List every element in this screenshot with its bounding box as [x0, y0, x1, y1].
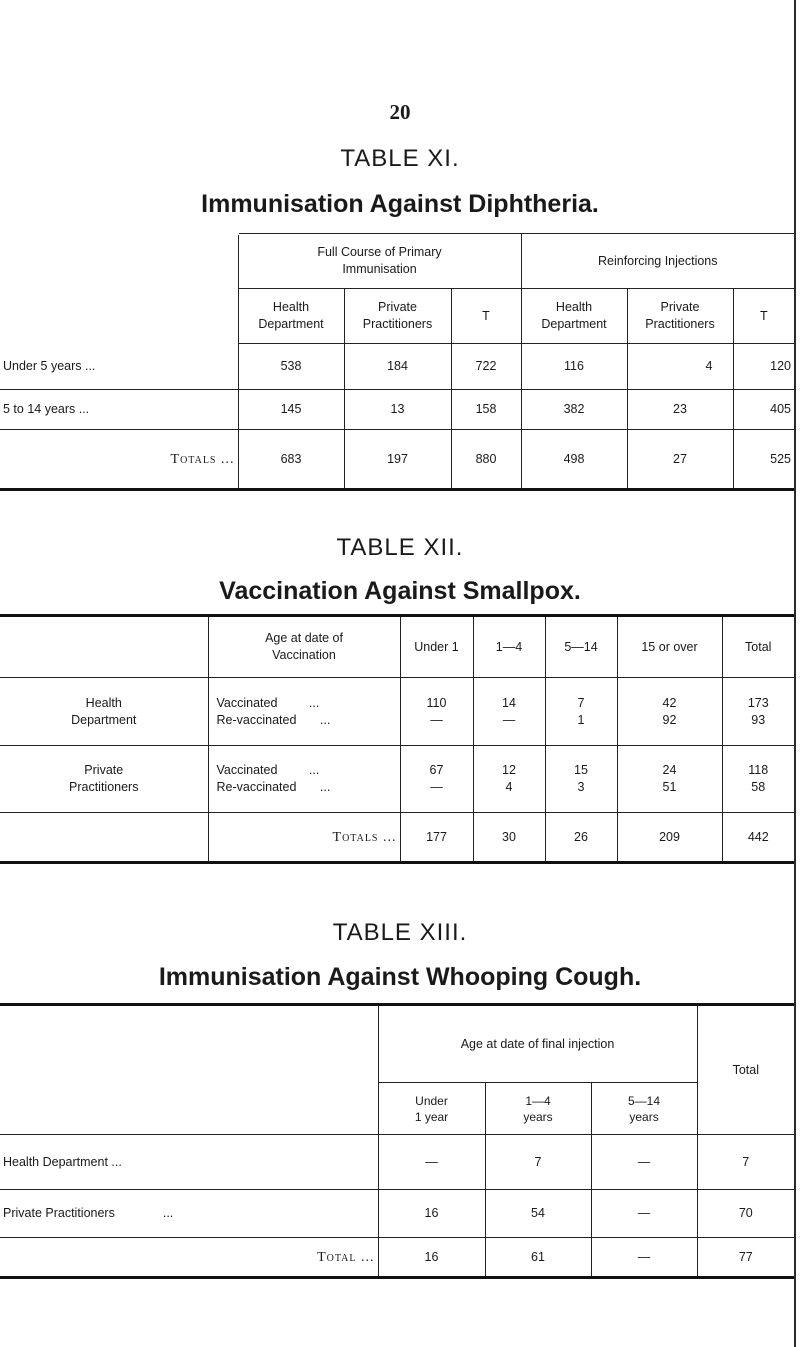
- cell: 3: [577, 780, 585, 794]
- col-header: [591, 1083, 697, 1135]
- col-header: Health Department: [521, 289, 627, 344]
- row-label-text: Re-vaccinated: [216, 712, 297, 727]
- group-label: Health Department: [71, 695, 137, 727]
- cell: 880: [451, 430, 521, 490]
- cell: 4: [627, 344, 733, 390]
- corner-cell: [0, 1005, 378, 1083]
- row-label-text: Private Practitioners: [3, 1206, 115, 1220]
- row-label: 5 to 14 years ...: [0, 390, 238, 430]
- table-row: [0, 746, 794, 813]
- table-row: [0, 1135, 794, 1190]
- cell-pair: [473, 678, 545, 746]
- cell: 116: [521, 344, 627, 390]
- row-label-text: Re-vaccinated: [216, 780, 297, 794]
- row-label: Re-vaccinated ...: [216, 780, 331, 794]
- cell: 7: [697, 1135, 794, 1190]
- cell: 24: [662, 763, 677, 777]
- cell: 722: [451, 344, 521, 390]
- table-xi-title: TABLE XI.: [340, 145, 460, 172]
- table-row-totals: [0, 1238, 794, 1278]
- cell: 7: [577, 695, 585, 710]
- cell: 51: [662, 780, 677, 794]
- cell-pair: [617, 678, 722, 746]
- cell: 173: [747, 695, 769, 710]
- col-header: [208, 616, 400, 678]
- cell: 442: [722, 813, 794, 863]
- table-xiii-subtitle: Immunisation Against Whooping Cough.: [158, 963, 642, 991]
- cell: —: [502, 712, 516, 727]
- cell: 118: [748, 763, 769, 777]
- cell-pair: [400, 746, 473, 813]
- cell-pair: [617, 746, 722, 813]
- col-header: [378, 1083, 485, 1135]
- corner-cell: [0, 234, 238, 289]
- row-label: Vaccinated ...: [216, 695, 320, 710]
- row-label: Vaccinated ...: [216, 763, 320, 777]
- col-header: 1—4: [473, 616, 545, 678]
- cell: 70: [697, 1190, 794, 1238]
- row-label-text: Vaccinated: [216, 763, 278, 777]
- totals-label: Totals ...: [0, 430, 238, 490]
- group-private-practitioners: [0, 746, 208, 813]
- group-reinforcing: [521, 234, 794, 289]
- cell: 14: [502, 695, 516, 710]
- col-header-label: 1—4 years: [523, 1093, 553, 1124]
- col-header: 5—14: [545, 616, 617, 678]
- cell: 26: [545, 813, 617, 863]
- table-row-totals: [0, 430, 794, 490]
- cell: —: [378, 1135, 485, 1190]
- cell: 23: [627, 390, 733, 430]
- table-xi-subtitle: Immunisation Against Diphtheria.: [201, 190, 599, 218]
- cell: 382: [521, 390, 627, 430]
- cell: 1: [577, 712, 585, 727]
- cell: 145: [238, 390, 344, 430]
- cell: 683: [238, 430, 344, 490]
- col-header-label: Under 1 year: [414, 1093, 449, 1124]
- table-row-totals: [0, 813, 794, 863]
- blank-cell: [0, 289, 238, 344]
- col-header: Under 1: [400, 616, 473, 678]
- cell: 498: [521, 430, 627, 490]
- cell: 13: [344, 390, 451, 430]
- cell: 209: [617, 813, 722, 863]
- table-xii: [0, 614, 794, 864]
- cell: 177: [400, 813, 473, 863]
- cell: 15: [574, 763, 588, 777]
- col-header: 15 or over: [617, 616, 722, 678]
- cell: 16: [378, 1238, 485, 1278]
- blank-cell: [0, 813, 208, 863]
- blank-cell: [0, 1083, 378, 1135]
- group-full-course: [238, 234, 521, 289]
- col-header: [485, 1083, 591, 1135]
- table-row: [0, 678, 794, 746]
- row-labels: [208, 678, 400, 746]
- cell-pair: [545, 746, 617, 813]
- group-reinforcing-label: Reinforcing Injections: [598, 253, 718, 268]
- cell: 27: [627, 430, 733, 490]
- table-xii-subtitle: Vaccination Against Smallpox.: [219, 577, 581, 605]
- cell: 7: [485, 1135, 591, 1190]
- col-header-label: 5—14 years: [628, 1093, 661, 1124]
- cell-pair: [545, 678, 617, 746]
- row-label: Under 5 years ...: [0, 344, 238, 390]
- cell: 12: [502, 763, 516, 777]
- cell: 110: [426, 695, 447, 710]
- cell: 30: [473, 813, 545, 863]
- group-age-final-injection: Age at date of final injection: [378, 1005, 697, 1083]
- table-xiii-title: TABLE XIII.: [332, 919, 468, 946]
- row-label: Health Department ...: [0, 1135, 378, 1190]
- cell: 61: [485, 1238, 591, 1278]
- cell: —: [430, 712, 443, 727]
- page-number: 20: [389, 100, 411, 124]
- table-row: [0, 1190, 794, 1238]
- totals-label: Total ...: [0, 1238, 378, 1278]
- cell: 77: [697, 1238, 794, 1278]
- col-header: T: [733, 289, 794, 344]
- cell: 93: [751, 712, 766, 727]
- cell: —: [591, 1135, 697, 1190]
- cell: 4: [505, 780, 513, 794]
- col-header: Total: [722, 616, 794, 678]
- col-header: Private Practitioners: [627, 289, 733, 344]
- cell: 184: [344, 344, 451, 390]
- row-label-text: Vaccinated: [216, 695, 278, 710]
- col-header: Health Department: [238, 289, 344, 344]
- table-xi: [0, 232, 794, 491]
- cell: 120: [733, 344, 794, 390]
- cell: 197: [344, 430, 451, 490]
- cell: 405: [733, 390, 794, 430]
- cell: 158: [451, 390, 521, 430]
- col-header: Private Practitioners: [344, 289, 451, 344]
- cell: —: [430, 780, 443, 794]
- table-row: [0, 390, 794, 430]
- cell: 92: [662, 712, 677, 727]
- group-label: Private Practitioners: [69, 763, 139, 794]
- table-xii-title: TABLE XII.: [336, 534, 464, 561]
- cell-pair: [722, 746, 794, 813]
- table-xiii: [0, 1003, 794, 1279]
- cell-pair: [400, 678, 473, 746]
- corner-cell: [0, 616, 208, 678]
- cell: 16: [378, 1190, 485, 1238]
- cell: 58: [751, 780, 766, 794]
- group-health-department: [0, 678, 208, 746]
- group-full-course-label: Full Course of Primary Immunisation: [317, 245, 442, 276]
- row-label: Private Practitioners ...: [0, 1190, 378, 1238]
- cell: —: [591, 1190, 697, 1238]
- row-label: Re-vaccinated ...: [216, 712, 331, 727]
- cell: 538: [238, 344, 344, 390]
- col-header-total: Total: [697, 1005, 794, 1135]
- cell: —: [591, 1238, 697, 1278]
- cell: 42: [662, 695, 677, 710]
- col-header: T: [451, 289, 521, 344]
- cell-pair: [722, 678, 794, 746]
- cell: 525: [733, 430, 794, 490]
- cell: 67: [429, 763, 444, 777]
- cell-pair: [473, 746, 545, 813]
- cell: 54: [485, 1190, 591, 1238]
- age-header-label: Age at date of Vaccination: [265, 631, 343, 662]
- row-labels: [208, 746, 400, 813]
- totals-label: Totals ...: [208, 813, 400, 863]
- table-row: [0, 344, 794, 390]
